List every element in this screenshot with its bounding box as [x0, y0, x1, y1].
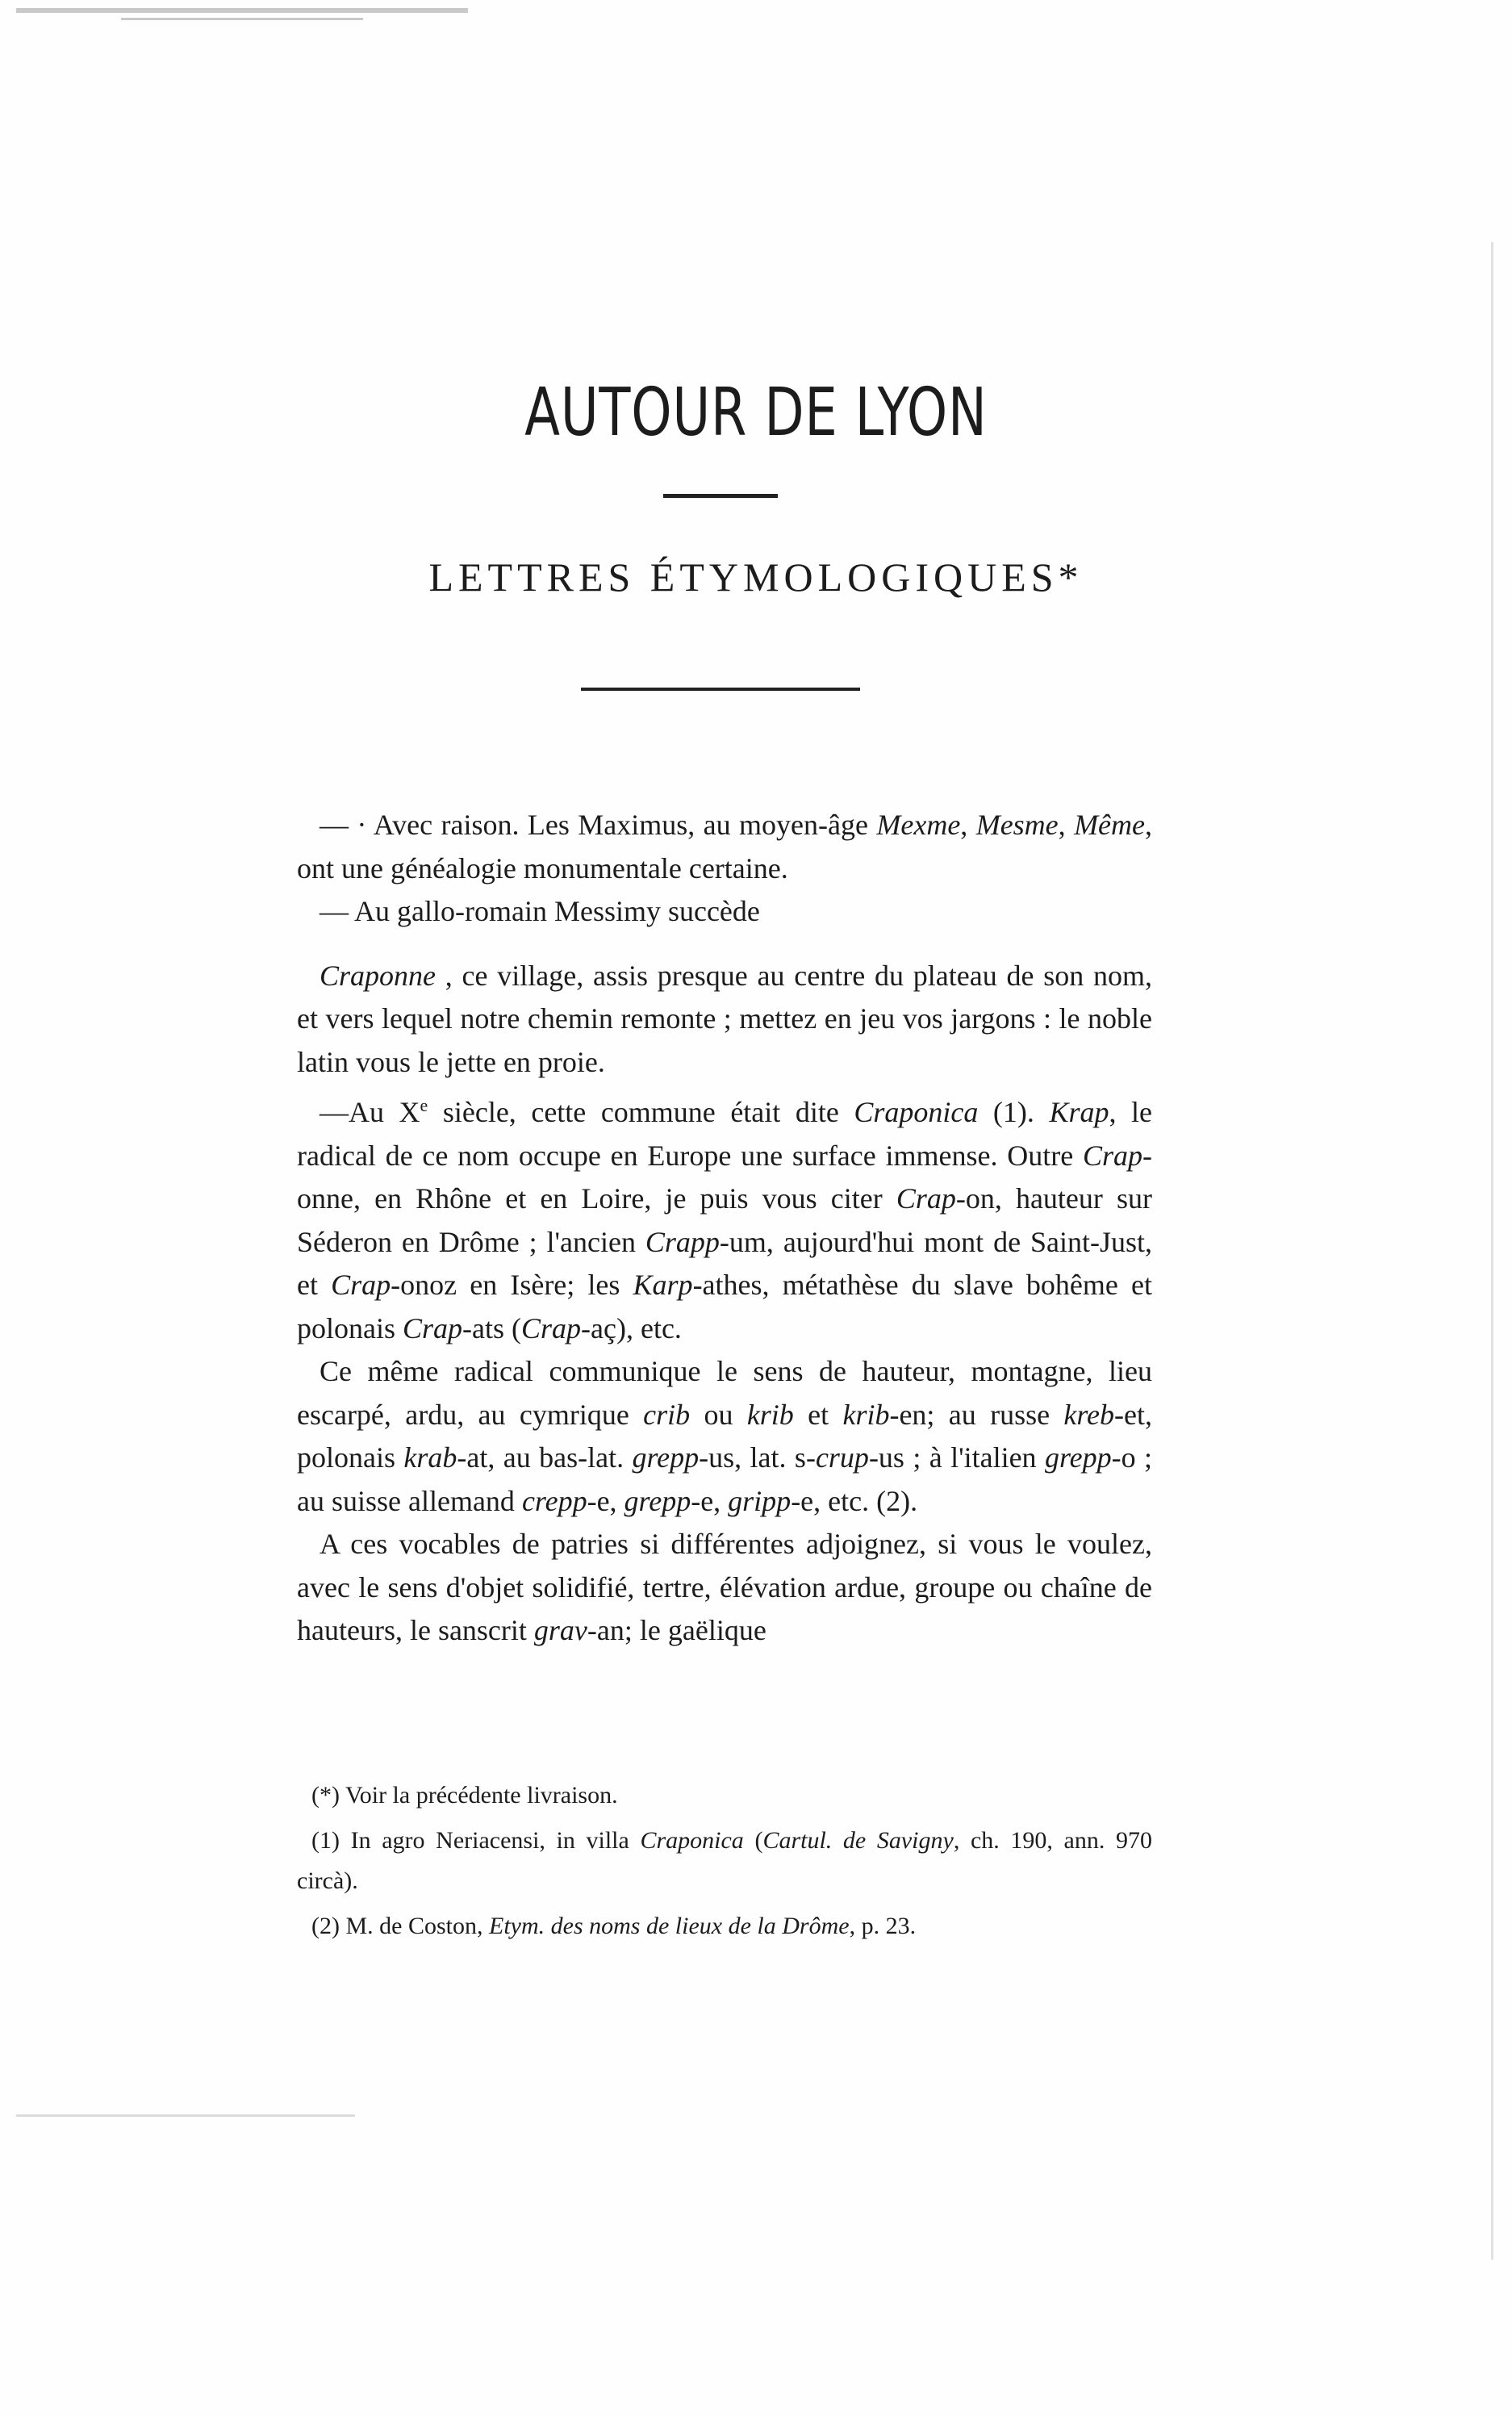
fn1-italic-cartulaire: Cartul. de Savigny: [762, 1827, 954, 1854]
p5-text-s: -e,: [587, 1484, 624, 1517]
p5-italic-grepp-1: grepp: [632, 1441, 700, 1474]
title-rule: [663, 494, 778, 498]
p4-text-l: -um, aujourd'hui mont de Saint-Just, et: [297, 1225, 1152, 1301]
p6-italic-grav: grav: [533, 1614, 587, 1646]
p4-italic-crap-1: Crap: [1082, 1139, 1142, 1172]
p5-italic-krab: krab: [403, 1441, 457, 1474]
scan-noise-top: [16, 8, 468, 13]
p4-italic-crap-4: Crap: [403, 1311, 463, 1344]
paragraph-2: — Au gallo-romain Messimy succède: [320, 895, 760, 927]
p1-italic-meme: Même: [1074, 809, 1146, 841]
p5-text-u: -e,: [691, 1484, 729, 1517]
p6-text-c: -an; le gaëlique: [587, 1614, 766, 1646]
footnotes: [297, 1775, 1152, 1951]
p5-italic-grepp-2: grepp: [1044, 1441, 1112, 1474]
subtitle-rule: [581, 688, 860, 691]
fn1-text-e: , ch. 190, ann. 970 circà).: [297, 1827, 1152, 1894]
p5-italic-gripp: gripp: [728, 1484, 792, 1517]
p4-italic-crap-2: Crap: [896, 1182, 956, 1215]
page-title: AUTOUR DE LYON: [524, 374, 988, 451]
p4-text-d: (1).: [978, 1096, 1050, 1128]
paragraph-4: [297, 1084, 1152, 1350]
p4-italic-krap: Krap: [1049, 1096, 1109, 1128]
p4-text-n: -onoz en Isère; les: [391, 1269, 633, 1301]
p1-italic-mesme: Mesme: [975, 809, 1059, 841]
p5-text-q: -o ; au suisse allemand: [297, 1441, 1153, 1517]
p5-italic-crib: crib: [643, 1398, 691, 1431]
p4-text-j: -on, hauteur sur Séderon en Drôme ; l'ancien: [297, 1182, 1152, 1258]
p4-italic-crapp: Crapp: [645, 1225, 720, 1258]
p5-italic-kreb: kreb: [1063, 1398, 1115, 1431]
page-subtitle: LETTRES ÉTYMOLOGIQUES*: [428, 554, 1084, 600]
fn2-text-c: , p. 23.: [849, 1913, 917, 1939]
p4-text-t: -aç), etc.: [581, 1311, 682, 1344]
scan-noise-bottom: [16, 2114, 355, 2117]
p4-text-f: , le radical de ce nom occupe en Europe une surface immense. Outre: [297, 1096, 1153, 1172]
scan-noise-top-2: [121, 18, 363, 20]
p5-text-e: et: [793, 1398, 843, 1431]
p1-italic-mexme: Mexme: [876, 809, 961, 841]
p4-text-a: —Au X: [320, 1096, 420, 1128]
p6-text-a: A ces vocables de patries si différentes adjoignez, si vous le voulez, avec le sens d'objet solidifié, tertre, élévation ardue, groupe ou chaîne de hauteurs, le sanscrit: [297, 1528, 1152, 1646]
p4-italic-karp: Karp: [633, 1269, 693, 1301]
fn2-italic-etym: Etym. des noms de lieux de la Drôme: [489, 1913, 850, 1939]
p4-text-p: -athes, métathèse du slave bohême et polonais: [297, 1269, 1152, 1344]
p5-text-o: -us ; à l'italien: [868, 1441, 1045, 1474]
p4-italic-crap-5: Crap: [521, 1311, 582, 1344]
fn2-text-a: (2) M. de Coston,: [311, 1913, 489, 1939]
fn1-italic-craponica: Craponica: [640, 1827, 744, 1854]
paragraph-5: [297, 1350, 1152, 1523]
p4-superscript: e: [420, 1095, 428, 1115]
p5-italic-krib-2: krib: [842, 1398, 890, 1431]
p5-text-c: ou: [690, 1398, 747, 1431]
p5-text-g: -en; au russe: [889, 1398, 1064, 1431]
p5-text-w: -e, etc. (2).: [791, 1484, 918, 1517]
p4-italic-craponica: Craponica: [854, 1096, 979, 1128]
p1-text-a: — · Avec raison. Les Maximus, au moyen-âge: [320, 809, 877, 841]
p4-text-b: siècle, cette commune était dite: [428, 1096, 854, 1128]
article-body: [297, 804, 1152, 1653]
p4-text-h: -onne, en Rhône et en Loire, je puis vous citer: [297, 1139, 1152, 1215]
p1-text-g: , ont une généalogie monumentale certaine.: [297, 809, 1153, 884]
p5-text-m: -us, lat. s-: [699, 1441, 816, 1474]
footnote-1: [297, 1821, 1152, 1901]
p5-italic-grepp-3: grepp: [624, 1484, 691, 1517]
paragraph-6: [297, 1523, 1152, 1653]
paragraph-3: [297, 955, 1152, 1085]
footnote-star: (*) Voir la précédente livraison.: [311, 1782, 618, 1809]
p5-italic-krib-1: krib: [746, 1398, 794, 1431]
p4-italic-crap-3: Crap: [331, 1269, 391, 1301]
footnote-2: [297, 1906, 1152, 1947]
paragraph-1: [297, 804, 1152, 890]
fn1-text-c: (: [743, 1827, 763, 1854]
p3-italic-craponne: Craponne: [320, 959, 436, 992]
p5-text-i: -et, polonais: [297, 1398, 1153, 1474]
p5-italic-crepp: crepp: [521, 1484, 587, 1517]
p3-text-b: , ce village, assis presque au centre du plateau de son nom, et vers lequel notre chemin remonte ; mettez en jeu vos jargons : le noble latin vous le jette en proie.: [297, 959, 1152, 1078]
scan-noise-right: [1491, 242, 1493, 2260]
p5-text-k: -at, au bas-lat.: [457, 1441, 633, 1474]
p1-text-c: ,: [960, 809, 976, 841]
p5-text-a: Ce même radical communique le sens de hauteur, montagne, lieu escarpé, ardu, au cymrique: [297, 1355, 1152, 1431]
p5-italic-crup: crup: [815, 1441, 869, 1474]
p1-text-e: ,: [1058, 809, 1066, 841]
fn1-text-a: (1) In agro Neriacensi, in villa: [311, 1827, 641, 1854]
p4-text-r: -ats (: [462, 1311, 521, 1344]
